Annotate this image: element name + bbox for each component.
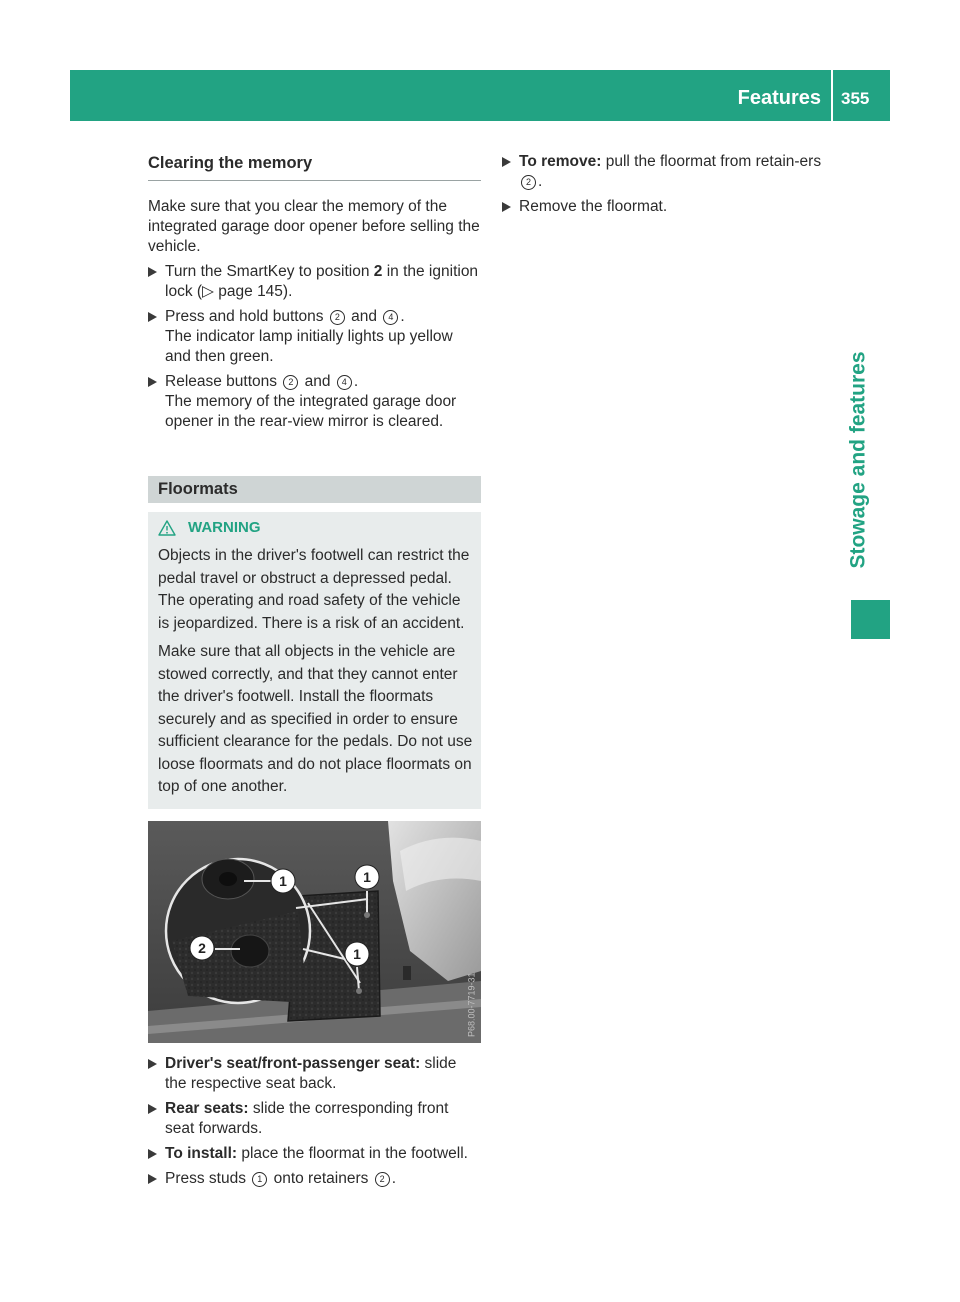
warning-box xyxy=(148,512,481,809)
callout-number: 2 xyxy=(375,1172,390,1187)
svg-text:1: 1 xyxy=(279,872,287,889)
floormat-photo xyxy=(148,821,481,1043)
callout-number: 2 xyxy=(283,375,298,390)
step-arrow-icon xyxy=(148,1104,157,1114)
floormats-heading: Floormats xyxy=(148,476,481,503)
page-reference-link[interactable]: page 145). xyxy=(213,283,293,300)
svg-text:2: 2 xyxy=(198,939,206,956)
callout-number: 4 xyxy=(383,310,398,325)
svg-text:1: 1 xyxy=(353,945,361,962)
right-column xyxy=(502,152,832,217)
page-reference-icon: ▷ xyxy=(202,283,214,300)
side-tab xyxy=(834,330,884,590)
step-arrow-icon xyxy=(148,377,157,387)
clearing-step-3: Release buttons 2 and 4 . The memory of the integrated garage door opener in the rear-view mirror is cleared. xyxy=(148,372,481,432)
side-tab-label: Stowage and features xyxy=(847,351,870,569)
page-number: 355 xyxy=(841,89,870,108)
floormat-step-4: Press studs 1 onto retainers 2 . xyxy=(148,1169,481,1189)
step-result: The memory of the integrated garage door opener in the rear-view mirror is cleared. xyxy=(165,393,457,430)
step-arrow-icon xyxy=(502,157,511,167)
left-column xyxy=(148,152,481,1189)
step-result: The indicator lamp initially lights up yellow and then green. xyxy=(165,328,453,365)
step-arrow-icon xyxy=(148,1059,157,1069)
step-arrow-icon xyxy=(502,202,511,212)
callout-number: 1 xyxy=(252,1172,267,1187)
side-tab-marker xyxy=(851,600,890,639)
callout-1-top-left xyxy=(271,869,295,893)
step-arrow-icon xyxy=(148,267,157,277)
remove-step-1: To remove: pull the floormat from retain-ers 2 . xyxy=(502,152,832,192)
clearing-step-2: Press and hold buttons 2 and 4 . The indicator lamp initially lights up yellow and then green. xyxy=(148,307,481,367)
floormat-step-3: To install: place the floormat in the footwell. xyxy=(148,1144,481,1164)
warning-paragraph-1: Objects in the driver's footwell can restrict the pedal travel or obstruct a depressed pedal. The operating and road safety of the vehicle is jeopardized. There is a risk of an accident. xyxy=(158,547,470,632)
callout-2 xyxy=(190,936,214,960)
svg-text:1: 1 xyxy=(363,868,371,885)
warning-paragraph-2: Make sure that all objects in the vehicle are stowed correctly, and that they cannot enter the driver's footwell. Install the floormats securely and as specified in order to ensure sufficient clearance for the pedals. Do not use loose floormats and do not place floormats on top of one another. xyxy=(158,643,473,795)
step-arrow-icon xyxy=(148,1149,157,1159)
floormat-illustration xyxy=(148,821,481,1043)
step-arrow-icon xyxy=(148,312,157,322)
warning-header xyxy=(158,517,473,539)
clearing-intro: Make sure that you clear the memory of the integrated garage door opener before selling the vehicle. xyxy=(148,198,480,255)
warning-triangle-icon xyxy=(158,520,176,536)
remove-step-2: Remove the floormat. xyxy=(502,197,832,217)
header-section-title: Features xyxy=(737,87,821,109)
clearing-heading: Clearing the memory xyxy=(148,152,481,181)
figure-label: P68.00-7719-31 xyxy=(467,971,477,1037)
floormat-step-1: Driver's seat/front-passenger seat: slide the respective seat back. xyxy=(148,1054,481,1094)
header-divider xyxy=(831,70,833,121)
callout-number: 4 xyxy=(337,375,352,390)
step-arrow-icon xyxy=(148,1174,157,1184)
callout-1-lower xyxy=(345,942,369,966)
warning-title: WARNING xyxy=(188,519,261,536)
floormat-step-2: Rear seats: slide the corresponding front seat forwards. xyxy=(148,1099,481,1139)
callout-1-top-right xyxy=(355,865,379,889)
callout-number: 2 xyxy=(521,175,536,190)
callout-number: 2 xyxy=(330,310,345,325)
clearing-step-1: Turn the SmartKey to position 2 in the ignition lock (▷ page 145). xyxy=(148,262,481,302)
